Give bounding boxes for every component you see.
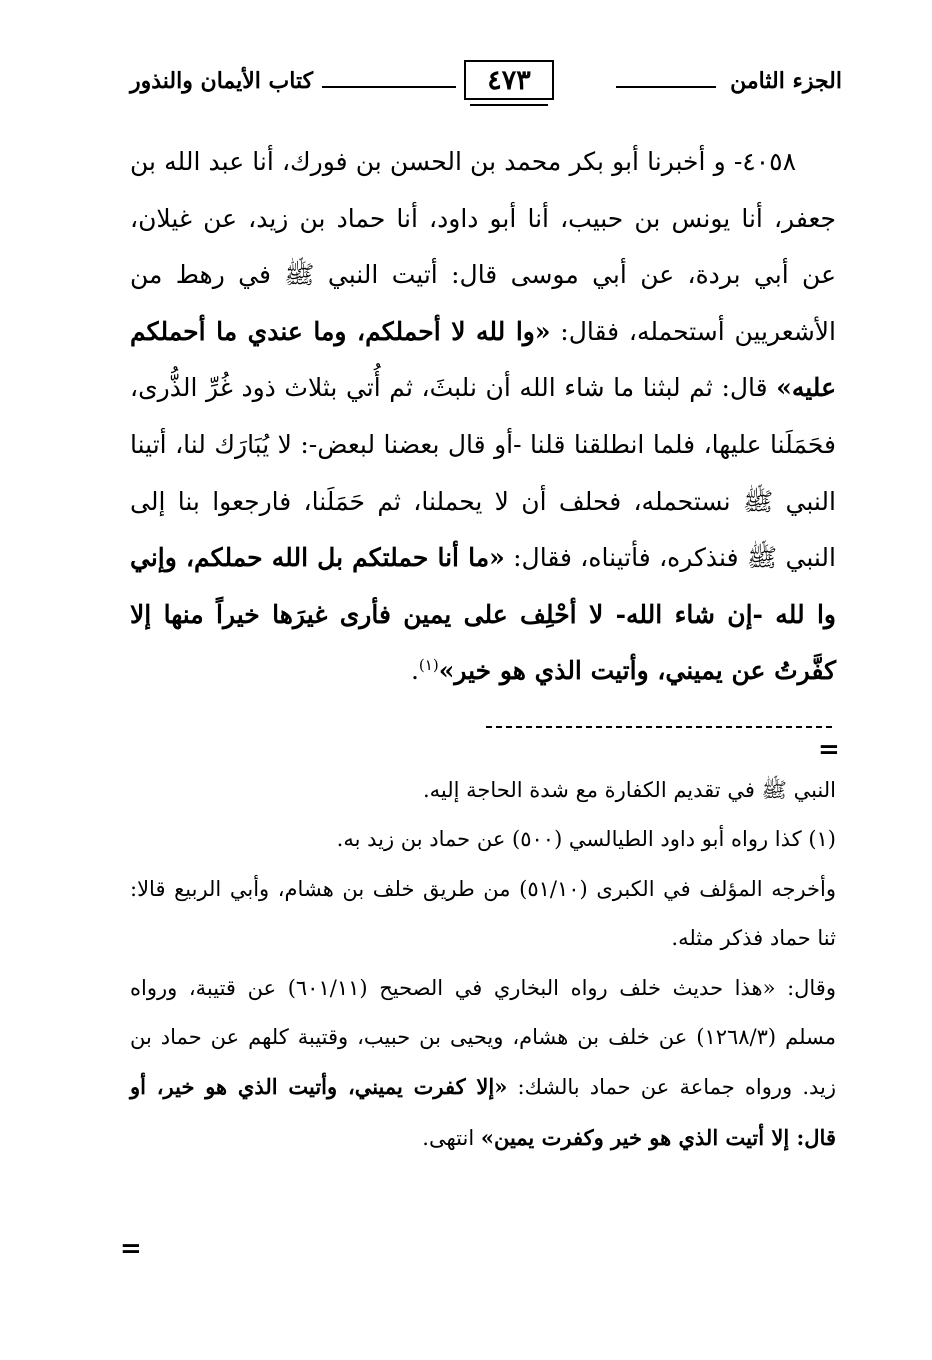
volume-label: الجزء الثامن <box>730 68 842 94</box>
hadith-paragraph <box>130 134 836 700</box>
footnotes <box>130 766 836 1163</box>
footnote-1-quote: «إلا كفرت يميني، وأتيت الذي هو خير، أو قال: إلا أتيت الذي هو خير وكفرت يمين» <box>130 1074 836 1150</box>
header-rule-left <box>322 86 456 88</box>
footnote-carry-over: النبي ﷺ في تقديم الكفارة مع شدة الحاجة إليه. <box>422 778 836 802</box>
main-text <box>130 134 836 700</box>
continuation-mark-top: = <box>818 735 840 765</box>
hadith-narration: قال: ثم لبثنا ما شاء الله أن نلبثَ، ثم أُتي بثلاث ذود غُرِّ الذُّرى، فحَمَلَنا عليها، فلما انطلقنا قلنا -أو قال بعضنا لبعض-: لا يُبَارَك لنا، أتينا النبي ﷺ نستحمله، فحلف أن لا يحملنا، ثم حَمَلَنا، فارجعوا بنا إلى النبي ﷺ فنذكره، فأتيناه، فقال: <box>130 373 836 573</box>
footnote-separator <box>486 726 832 728</box>
footnote-1-end: انتهى. <box>422 1125 481 1150</box>
end-period: . <box>410 656 419 686</box>
hadith-quote-1: «وا لله لا أحملكم، وما عندي ما أحملكم عليه» <box>130 316 836 403</box>
hadith-quote-2: «ما أنا حملتكم بل الله حملكم، وإني وا لله -إن شاء الله- لا أحْلِف على يمين فأرى غيرَها خيراً منها إلا كفَّرتُ عن يميني، وأتيت الذي هو خير» <box>130 543 836 686</box>
hadith-isnad: ٤٠٥٨- و أخبرنا أبو بكر محمد بن الحسن بن فورك، أنا عبد الله بن جعفر، أنا يونس بن حبيب، أنا أبو داود، أنا حماد بن زيد، عن غيلان، عن أبي بردة، عن أبي موسى قال: أتيت النبي ﷺ في رهط من الأشعريين أستحمله، فقال: <box>130 147 836 346</box>
footnote-1-para-3-text: وقال: «هذا حديث خلف رواه البخاري في الصحيح (٦٠١/١١) عن قتيبة، ورواه مسلم (١٢٦٨/٣) عن خلف بن هشام، ويحيى بن حبيب، وقتيبة كلهم عن حماد بن زيد. ورواه جماعة عن حماد بالشك: <box>130 975 837 1100</box>
footnote-1-para-2: وأخرجه المؤلف في الكبرى (٥١/١٠) من طريق خلف بن هشام، وأبي الربيع قالا: ثنا حماد فذكر مثله. <box>130 876 836 951</box>
book-title: كتاب الأيمان والنذور <box>130 68 314 94</box>
footnote-1-line-1: (١) كذا رواه أبو داود الطيالسي (٥٠٠) عن حماد بن زيد به. <box>336 827 836 852</box>
header-rule-right <box>616 86 716 88</box>
footnote-reference: (١) <box>418 656 439 675</box>
page-number: ٤٧٣ <box>464 60 554 100</box>
continuation-mark-bottom: = <box>120 1234 142 1264</box>
footnote-1-para-3 <box>130 964 836 1164</box>
running-header <box>130 60 842 104</box>
